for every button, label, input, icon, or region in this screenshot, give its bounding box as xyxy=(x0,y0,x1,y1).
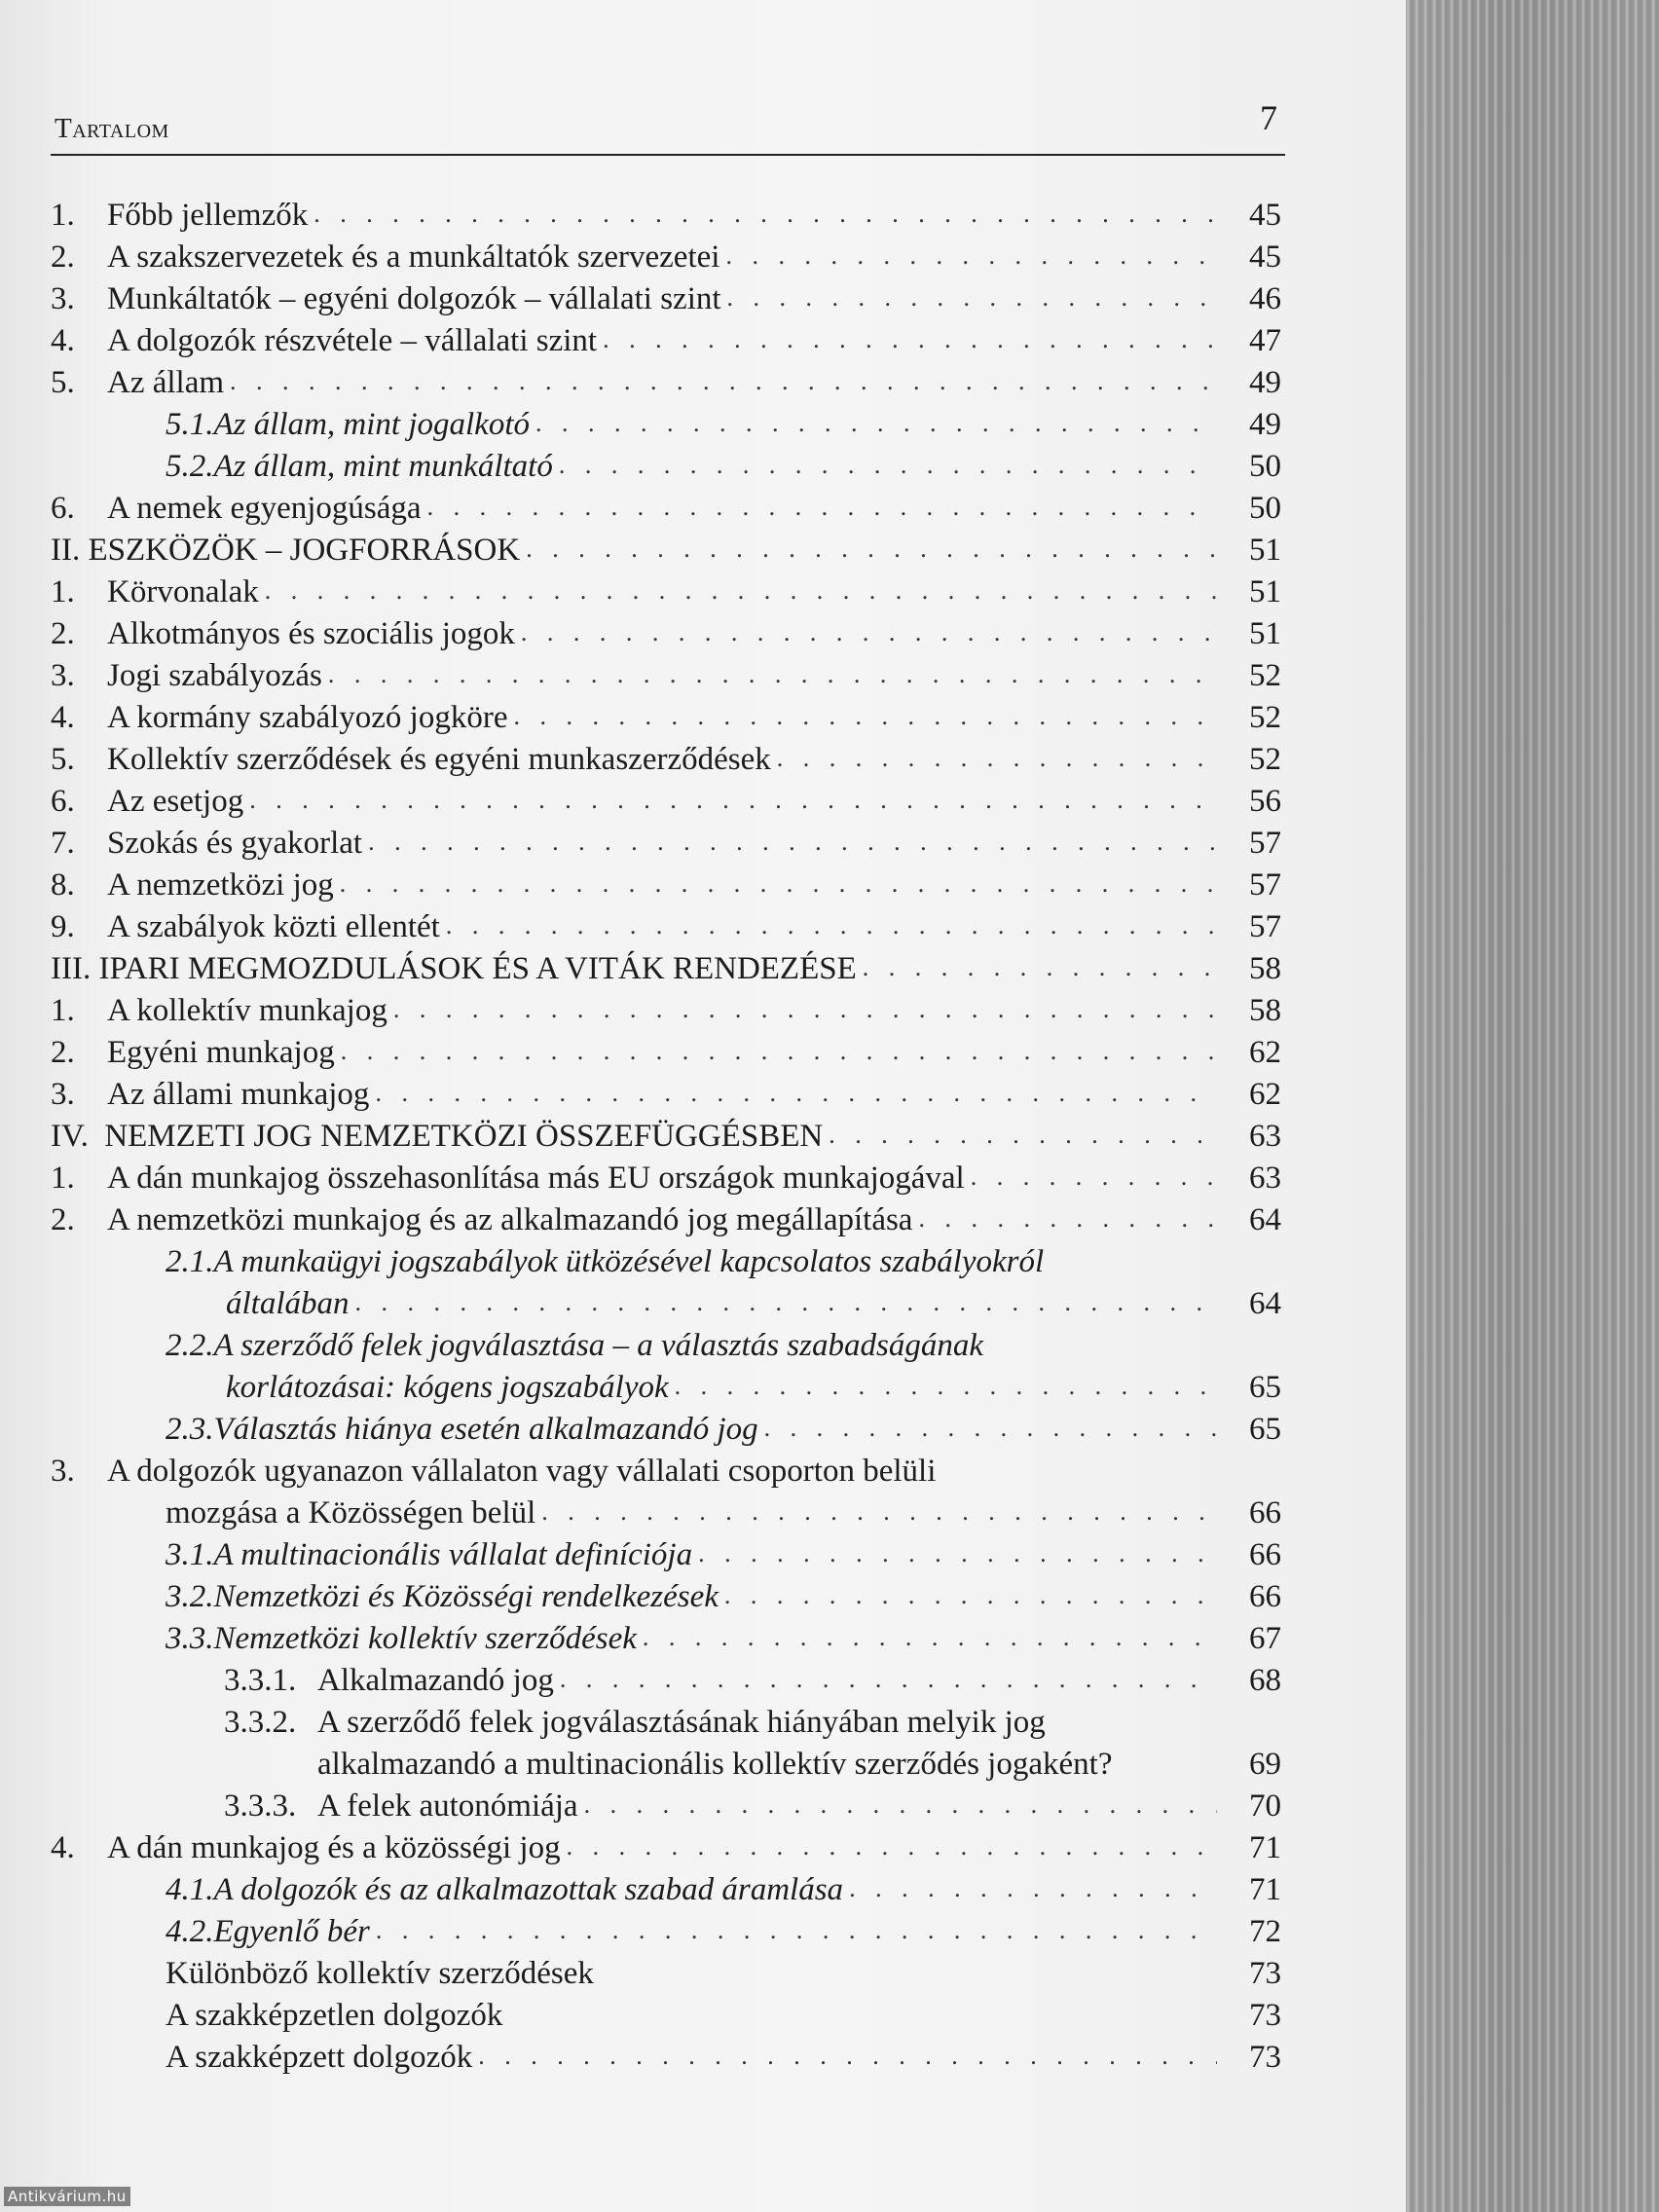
toc-entry: 5. Kollektív szerződések és egyéni munkaszerződések . . . 52 xyxy=(51,736,1285,778)
toc-entry: 5.1.Az állam, mint jogalkotó . . . 49 xyxy=(51,401,1285,443)
toc-entry: 3. Az állami munkajog . . . 62 xyxy=(51,1071,1285,1113)
toc-entry: 9. A szabályok közti ellentét . . . 57 xyxy=(51,903,1285,945)
toc-entry: Különböző kollektív szerződések 73 xyxy=(166,1956,1281,1991)
toc-entry-continuation: mozgása a Közösségen belül . . . 66 xyxy=(51,1490,1285,1531)
toc-entry: 3.3.2. A szerződő felek jogválasztásának hiányában melyik jog xyxy=(224,1705,1046,1740)
toc-entry: 3. Munkáltatók – egyéni dolgozók – vállalati szint . . . 46 xyxy=(51,276,1285,317)
toc-entry: 3. A dolgozók ugyanazon vállalaton vagy vállalati csoporton belüli xyxy=(51,1454,937,1489)
toc-entry: 4. A dán munkajog és a közösségi jog . . . 71 xyxy=(51,1825,1285,1866)
toc-entry: 2.1.A munkaügyi jogszabályok ütközésével kapcsolatos szabályokról xyxy=(166,1244,1045,1279)
toc-entry: 7. Szokás és gyakorlat . . . 57 xyxy=(51,820,1285,862)
toc-entry: 2. Egyéni munkajog . . . 62 xyxy=(51,1029,1285,1071)
toc-entry: 8. A nemzetközi jog . . . 57 xyxy=(51,862,1285,903)
toc-entry: 6. A nemek egyenjogúsága . . . 50 xyxy=(51,485,1285,527)
watermark-label: Antikvárium.hu xyxy=(4,2187,130,2206)
toc-entry: 1. Körvonalak . . . 51 xyxy=(51,569,1285,610)
toc-entry: 2. Alkotmányos és szociális jogok . . . 51 xyxy=(51,610,1285,652)
toc-entry: 3.3.1. Alkalmazandó jog . . . 68 xyxy=(51,1657,1285,1699)
toc-entry: 4.1.A dolgozók és az alkalmazottak szabad áramlása . . . 71 xyxy=(51,1866,1285,1908)
toc-entry: 1. Főbb jellemzők . . . 45 xyxy=(51,192,1285,234)
toc-entry: 5. Az állam . . . 49 xyxy=(51,359,1285,401)
toc-entry-continuation: általában . . . 64 xyxy=(51,1280,1285,1322)
toc-entry: 2. A szakszervezetek és a munkáltatók szervezetei . . . 45 xyxy=(51,234,1285,276)
toc-entry: 6. Az esetjog . . . 56 xyxy=(51,778,1285,820)
toc-entry: 2. A nemzetközi munkajog és az alkalmazandó jog megállapítása . . . 64 xyxy=(51,1197,1285,1238)
toc-entry: 1. A dán munkajog összehasonlítása más EU országok munkajogával . . . 63 xyxy=(51,1155,1285,1197)
toc-entry: A szakképzett dolgozók . . . 73 xyxy=(51,2034,1285,2076)
page-number: 7 xyxy=(1260,98,1277,137)
toc-chapter: II. ESZKÖZÖK – JOGFORRÁSOK . . . 51 xyxy=(51,527,1285,569)
toc-entry: 3.1.A multinacionális vállalat definíciója . . . 66 xyxy=(51,1531,1285,1573)
toc-entry: 4. A dolgozók részvétele – vállalati szint . . . 47 xyxy=(51,317,1285,359)
toc-entry-continuation: alkalmazandó a multinacionális kollektív szerződés jogaként? 69 xyxy=(317,1747,1281,1782)
toc-entry: 4.2.Egyenlő bér . . . 72 xyxy=(51,1908,1285,1950)
toc-entry: 3.3.Nemzetközi kollektív szerződések . . . 67 xyxy=(51,1615,1285,1657)
toc-entry: 5.2.Az állam, mint munkáltató . . . 50 xyxy=(51,443,1285,485)
toc-entry: 4. A kormány szabályozó jogköre . . . 52 xyxy=(51,694,1285,736)
toc-entry: 2.3.Választás hiánya esetén alkalmazandó jog . . . 65 xyxy=(51,1406,1285,1448)
toc-entry: 3.3.3. A felek autonómiája . . . 70 xyxy=(51,1783,1285,1825)
toc-entry: 2.2.A szerződő felek jogválasztása – a választás szabadságának xyxy=(166,1328,983,1363)
toc-chapter: III. IPARI MEGMOZDULÁSOK ÉS A VITÁK RENDEZÉSE . . . 58 xyxy=(51,945,1285,987)
toc-entry: A szakképzetlen dolgozók 73 xyxy=(166,1998,1281,2033)
toc-entry: 1. A kollektív munkajog . . . 58 xyxy=(51,987,1285,1029)
page-header xyxy=(51,93,1285,156)
toc-entry-continuation: korlátozásai: kógens jogszabályok . . . 65 xyxy=(51,1364,1285,1406)
toc-chapter: IV. NEMZETI JOG NEMZETKÖZI ÖSSZEFÜGGÉSBEN . . . 63 xyxy=(51,1113,1285,1155)
running-title: Tartalom xyxy=(55,113,169,144)
toc-entry: 3. Jogi szabályozás . . . 52 xyxy=(51,652,1285,694)
toc-entry: 3.2.Nemzetközi és Közösségi rendelkezések . . . 66 xyxy=(51,1573,1285,1615)
page-stack-edge xyxy=(1406,0,1659,2212)
